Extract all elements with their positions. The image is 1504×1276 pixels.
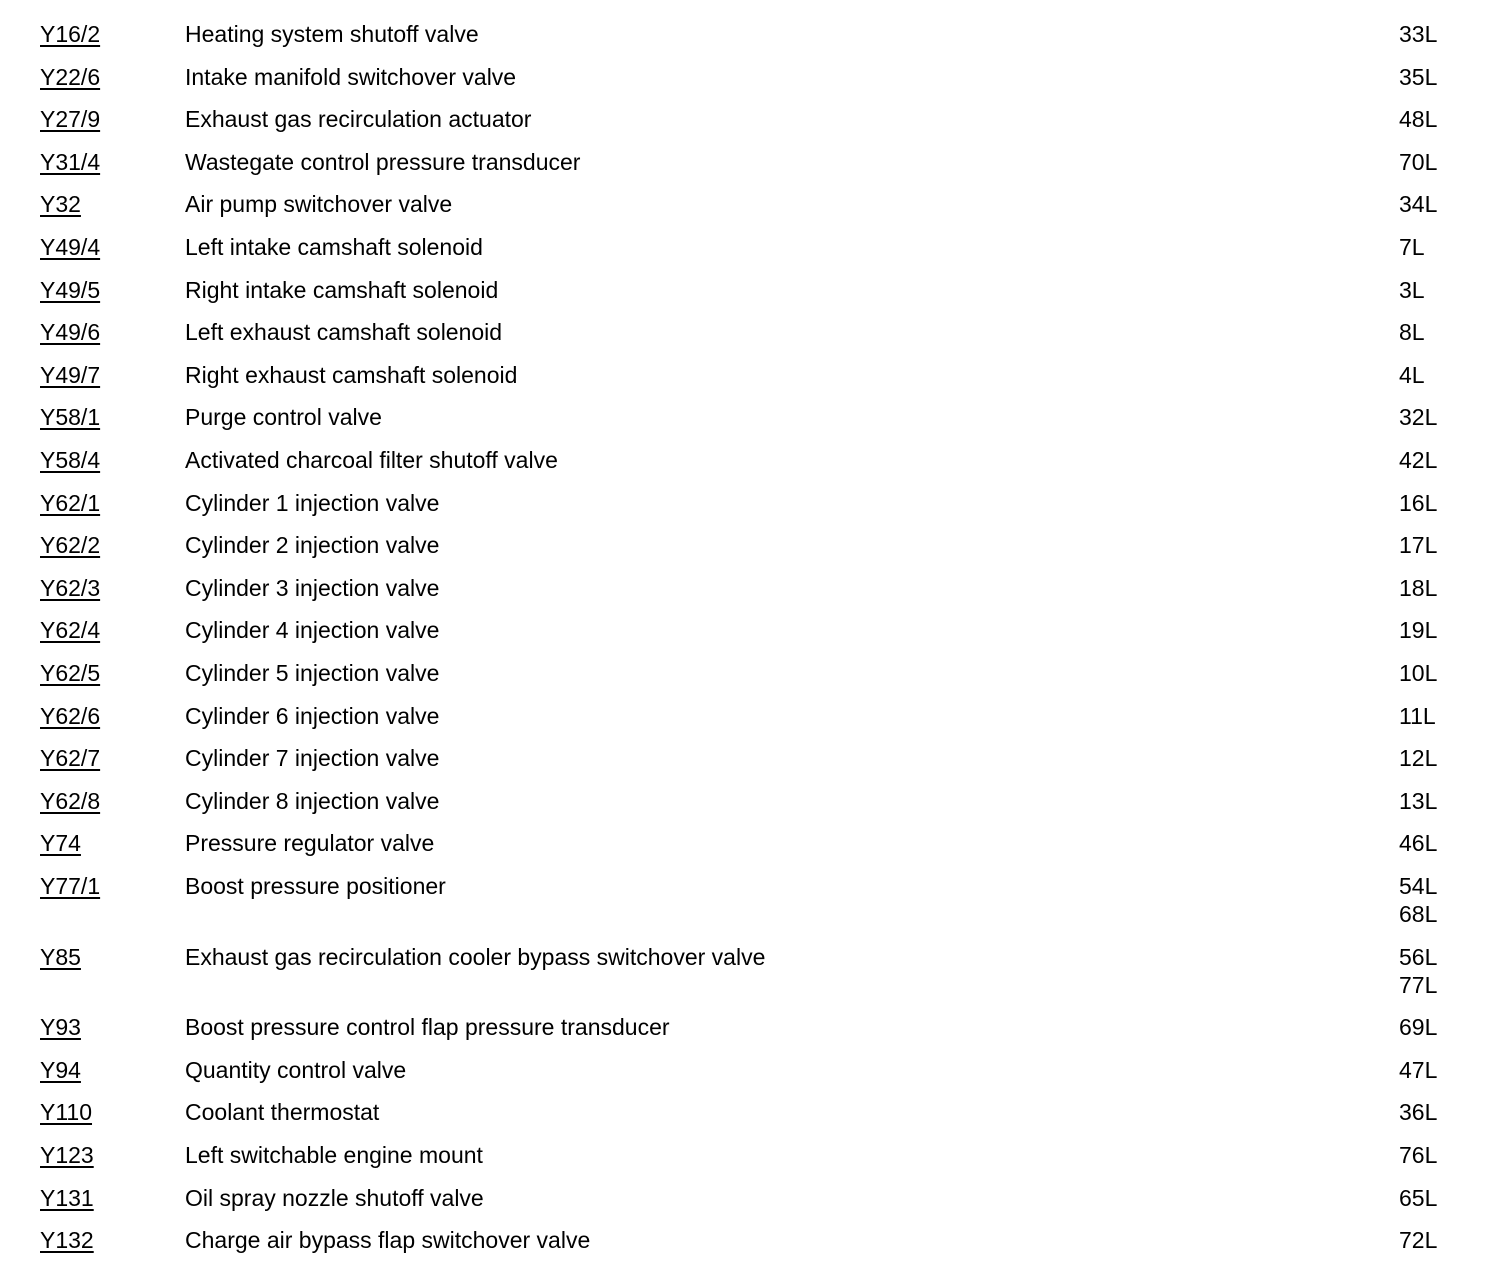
table-row bbox=[0, 659, 1504, 702]
location-refs bbox=[1399, 1098, 1437, 1126]
location-refs bbox=[1399, 148, 1437, 176]
location-ref: 12L bbox=[1399, 745, 1438, 772]
table-row bbox=[0, 872, 1504, 943]
component-description: Quantity control valve bbox=[185, 1056, 407, 1083]
location-refs bbox=[1399, 1141, 1437, 1169]
table-row bbox=[0, 616, 1504, 659]
component-code-link[interactable]: Y49/4 bbox=[40, 233, 101, 260]
table-row bbox=[0, 1226, 1504, 1269]
location-refs bbox=[1399, 403, 1437, 431]
location-refs bbox=[1399, 531, 1437, 559]
location-refs bbox=[1399, 233, 1425, 261]
table-row bbox=[0, 1184, 1504, 1227]
component-description: Left switchable engine mount bbox=[185, 1142, 483, 1169]
table-row bbox=[0, 1141, 1504, 1184]
location-refs bbox=[1399, 1226, 1437, 1254]
location-ref: 48L bbox=[1399, 106, 1438, 133]
location-ref: 32L bbox=[1399, 404, 1438, 431]
location-refs bbox=[1399, 1013, 1437, 1041]
location-ref: 54L bbox=[1399, 872, 1438, 899]
table-row bbox=[0, 276, 1504, 319]
table-row bbox=[0, 531, 1504, 574]
location-ref: 18L bbox=[1399, 574, 1438, 601]
component-code-link[interactable]: Y131 bbox=[40, 1184, 94, 1211]
component-description: Cylinder 1 injection valve bbox=[185, 489, 440, 516]
location-refs bbox=[1399, 744, 1437, 772]
location-ref: 68L bbox=[1399, 900, 1438, 927]
location-ref: 17L bbox=[1399, 532, 1438, 559]
location-ref: 13L bbox=[1399, 787, 1438, 814]
component-code-link[interactable]: Y62/2 bbox=[40, 532, 101, 559]
component-description: Right exhaust camshaft solenoid bbox=[185, 361, 518, 388]
table-row bbox=[0, 403, 1504, 446]
component-code-link[interactable]: Y132 bbox=[40, 1227, 94, 1254]
component-description: Cylinder 3 injection valve bbox=[185, 574, 440, 601]
location-ref: 36L bbox=[1399, 1099, 1438, 1126]
location-ref: 19L bbox=[1399, 617, 1438, 644]
location-refs bbox=[1399, 1184, 1437, 1212]
component-description: Wastegate control pressure transducer bbox=[185, 148, 581, 175]
component-code-link[interactable]: Y93 bbox=[40, 1014, 81, 1041]
component-code-link[interactable]: Y58/1 bbox=[40, 404, 101, 431]
location-refs bbox=[1399, 318, 1425, 346]
location-ref: 70L bbox=[1399, 148, 1438, 175]
component-description: Boost pressure positioner bbox=[185, 872, 446, 899]
table-row bbox=[0, 489, 1504, 532]
component-list bbox=[0, 20, 1504, 1269]
component-description: Activated charcoal filter shutoff valve bbox=[185, 446, 558, 473]
location-ref: 77L bbox=[1399, 971, 1438, 998]
component-description: Heating system shutoff valve bbox=[185, 21, 479, 47]
location-refs bbox=[1399, 446, 1437, 474]
location-ref: 11L bbox=[1399, 702, 1436, 729]
component-code-link[interactable]: Y94 bbox=[40, 1056, 81, 1083]
component-code-link[interactable]: Y123 bbox=[40, 1142, 94, 1169]
location-ref: 8L bbox=[1399, 319, 1425, 346]
location-refs bbox=[1399, 489, 1437, 517]
component-code-link[interactable]: Y62/3 bbox=[40, 574, 101, 601]
location-refs bbox=[1399, 829, 1437, 857]
location-ref: 3L bbox=[1399, 276, 1425, 303]
component-code-link[interactable]: Y62/4 bbox=[40, 617, 101, 644]
location-ref: 16L bbox=[1399, 489, 1438, 516]
table-row bbox=[0, 20, 1504, 63]
location-refs bbox=[1399, 616, 1437, 644]
component-code-link[interactable]: Y62/6 bbox=[40, 702, 101, 729]
component-description: Exhaust gas recirculation actuator bbox=[185, 106, 532, 133]
location-ref: 46L bbox=[1399, 830, 1438, 857]
location-refs bbox=[1399, 20, 1437, 48]
component-code-link[interactable]: Y16/2 bbox=[40, 21, 101, 47]
component-description: Pressure regulator valve bbox=[185, 830, 435, 857]
component-description: Intake manifold switchover valve bbox=[185, 63, 517, 90]
component-description: Right intake camshaft solenoid bbox=[185, 276, 499, 303]
location-refs bbox=[1399, 105, 1437, 133]
location-ref: 72L bbox=[1399, 1227, 1438, 1254]
location-refs bbox=[1399, 190, 1437, 218]
component-code-link[interactable]: Y110 bbox=[40, 1099, 93, 1126]
component-description: Cylinder 7 injection valve bbox=[185, 745, 440, 772]
location-ref: 33L bbox=[1399, 21, 1438, 47]
component-code-link[interactable]: Y49/7 bbox=[40, 361, 101, 388]
table-row bbox=[0, 574, 1504, 617]
location-ref: 42L bbox=[1399, 446, 1438, 473]
location-refs bbox=[1399, 787, 1437, 815]
component-code-link[interactable]: Y22/6 bbox=[40, 63, 101, 90]
location-refs bbox=[1399, 361, 1425, 389]
component-description: Coolant thermostat bbox=[185, 1099, 380, 1126]
table-row bbox=[0, 943, 1504, 1014]
location-refs bbox=[1399, 63, 1437, 91]
component-code-link[interactable]: Y62/1 bbox=[40, 489, 101, 516]
table-row bbox=[0, 148, 1504, 191]
component-description: Left intake camshaft solenoid bbox=[185, 233, 483, 260]
table-row bbox=[0, 318, 1504, 361]
table-row bbox=[0, 361, 1504, 404]
component-code-link[interactable]: Y32 bbox=[40, 191, 81, 218]
component-description: Boost pressure control flap pressure transducer bbox=[185, 1014, 670, 1041]
table-row bbox=[0, 446, 1504, 489]
table-row bbox=[0, 1098, 1504, 1141]
location-refs bbox=[1399, 702, 1436, 730]
location-ref: 76L bbox=[1399, 1142, 1438, 1169]
table-row bbox=[0, 702, 1504, 745]
component-code-link[interactable]: Y62/5 bbox=[40, 659, 101, 686]
location-ref: 69L bbox=[1399, 1014, 1438, 1041]
table-row bbox=[0, 744, 1504, 787]
component-code-link[interactable]: Y62/8 bbox=[40, 787, 101, 814]
component-description: Oil spray nozzle shutoff valve bbox=[185, 1184, 484, 1211]
component-code-link[interactable]: Y74 bbox=[40, 830, 81, 857]
component-description: Charge air bypass flap switchover valve bbox=[185, 1227, 591, 1254]
component-description: Cylinder 6 injection valve bbox=[185, 702, 440, 729]
component-code-link[interactable]: Y85 bbox=[40, 943, 81, 970]
table-row bbox=[0, 105, 1504, 148]
table-row bbox=[0, 1056, 1504, 1099]
component-description: Cylinder 5 injection valve bbox=[185, 659, 440, 686]
location-ref: 4L bbox=[1399, 361, 1425, 388]
component-description: Cylinder 4 injection valve bbox=[185, 617, 440, 644]
location-ref: 47L bbox=[1399, 1056, 1438, 1083]
component-code-link[interactable]: Y31/4 bbox=[40, 148, 101, 175]
table-row bbox=[0, 1013, 1504, 1056]
location-refs bbox=[1399, 659, 1437, 687]
component-description: Purge control valve bbox=[185, 404, 382, 431]
component-code-link[interactable]: Y49/5 bbox=[40, 276, 101, 303]
component-code-link[interactable]: Y27/9 bbox=[40, 106, 101, 133]
table-row bbox=[0, 63, 1504, 106]
location-ref: 35L bbox=[1399, 63, 1438, 90]
location-refs bbox=[1399, 1056, 1437, 1084]
location-refs bbox=[1399, 872, 1437, 928]
component-description: Left exhaust camshaft solenoid bbox=[185, 319, 503, 346]
component-code-link[interactable]: Y58/4 bbox=[40, 446, 101, 473]
location-ref: 7L bbox=[1399, 233, 1425, 260]
location-refs bbox=[1399, 276, 1425, 304]
location-ref: 10L bbox=[1399, 659, 1438, 686]
component-code-link[interactable]: Y62/7 bbox=[40, 745, 101, 772]
location-refs bbox=[1399, 574, 1437, 602]
location-ref: 56L bbox=[1399, 943, 1438, 970]
component-code-link[interactable]: Y77/1 bbox=[40, 872, 101, 899]
table-row bbox=[0, 787, 1504, 830]
component-code-link[interactable]: Y49/6 bbox=[40, 319, 101, 346]
table-row bbox=[0, 190, 1504, 233]
component-description: Cylinder 8 injection valve bbox=[185, 787, 440, 814]
table-row bbox=[0, 829, 1504, 872]
location-ref: 34L bbox=[1399, 191, 1438, 218]
component-description: Exhaust gas recirculation cooler bypass switchover valve bbox=[185, 943, 766, 970]
location-ref: 65L bbox=[1399, 1184, 1438, 1211]
table-row bbox=[0, 233, 1504, 276]
location-refs bbox=[1399, 943, 1437, 999]
component-description: Cylinder 2 injection valve bbox=[185, 532, 440, 559]
component-description: Air pump switchover valve bbox=[185, 191, 453, 218]
